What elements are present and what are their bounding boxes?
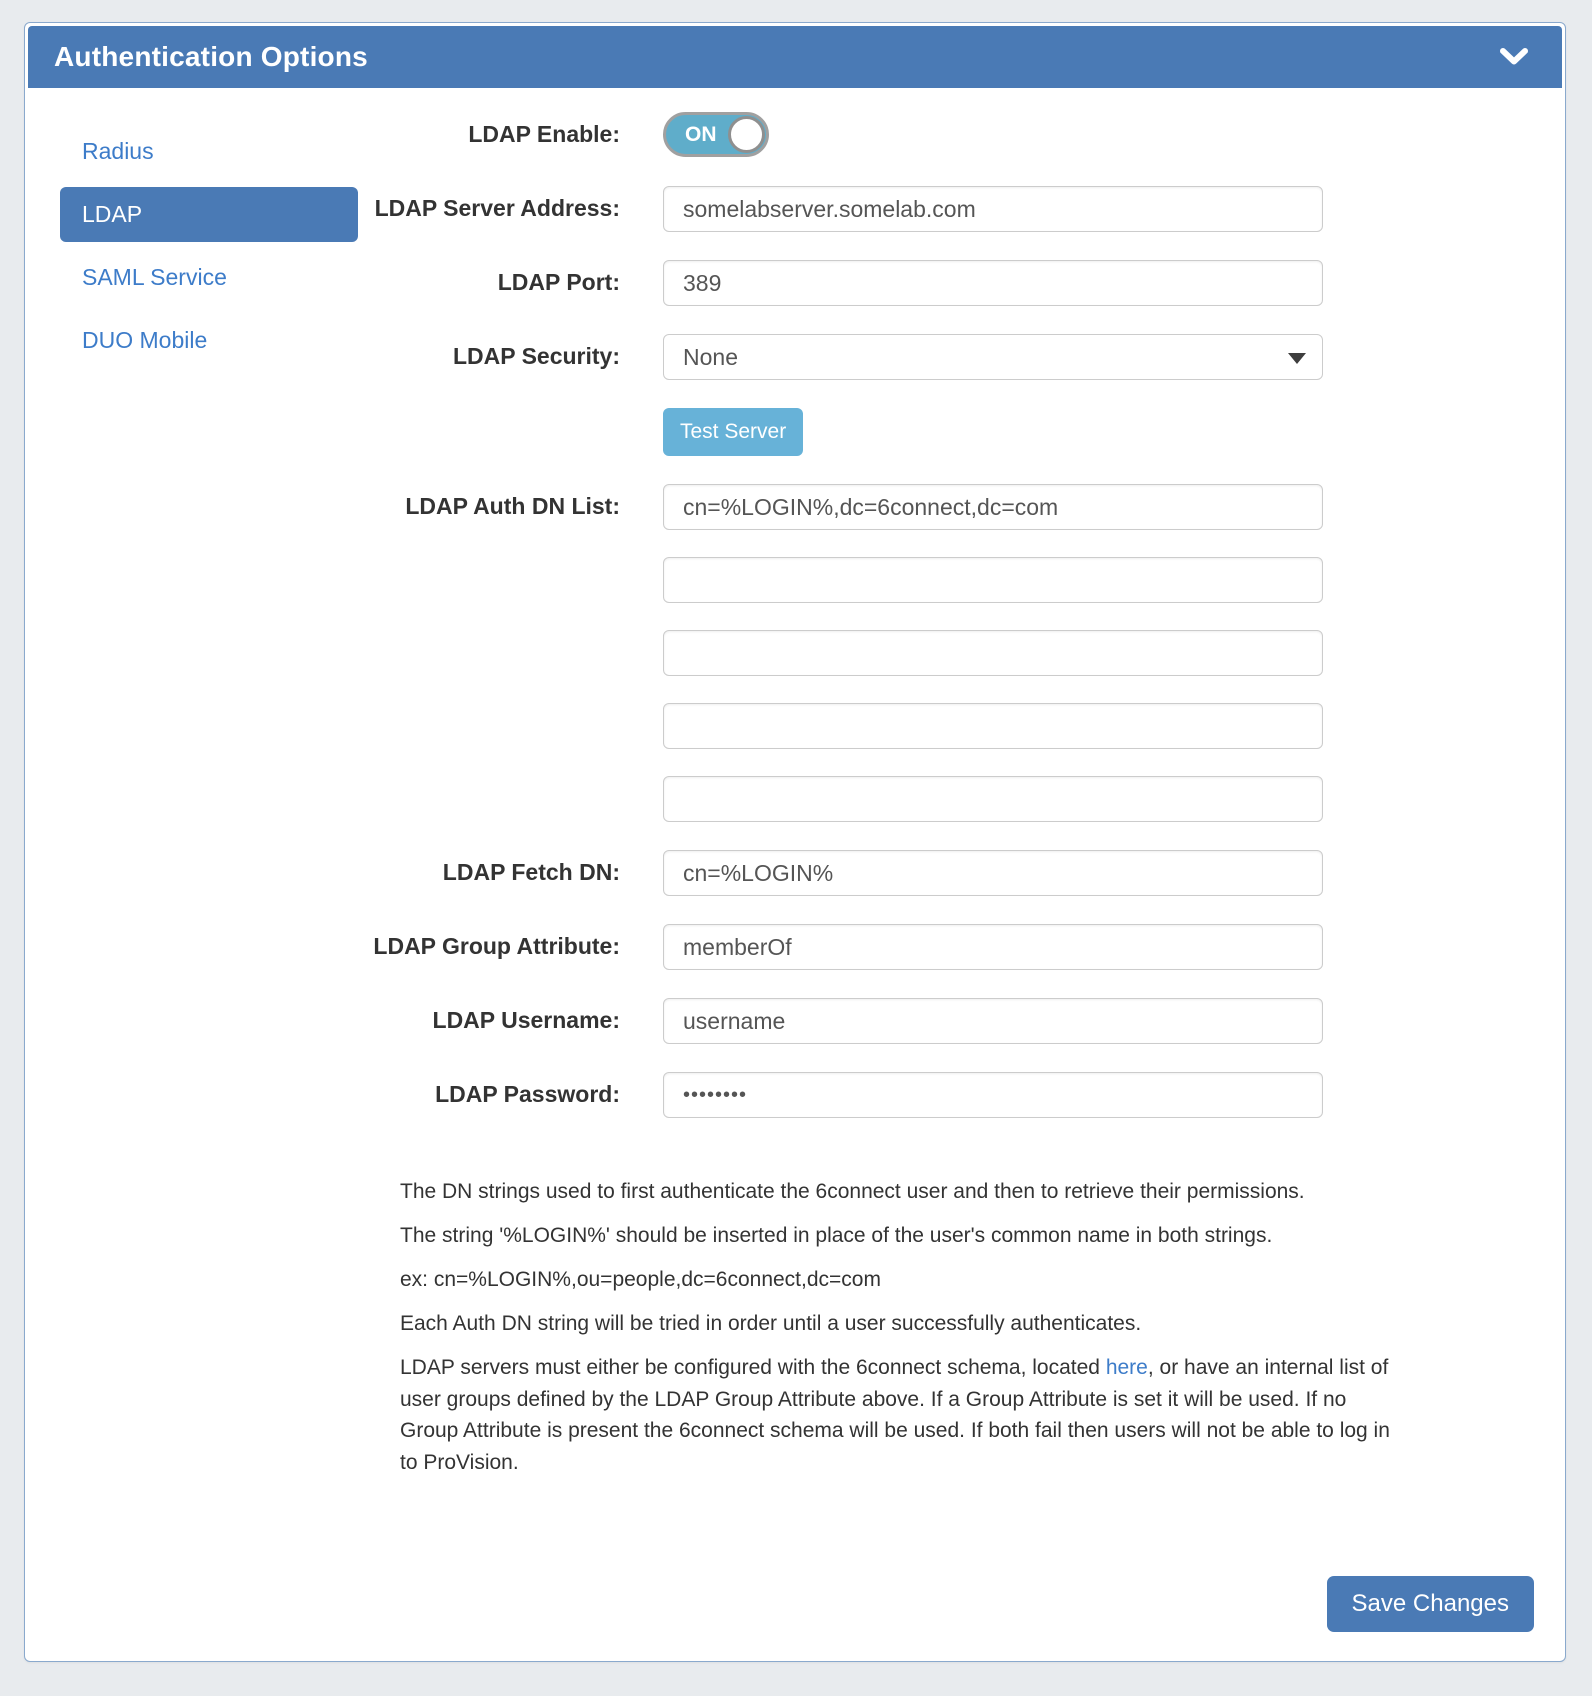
ldap-auth-dn-list-field — [663, 484, 1323, 822]
ldap-auth-dn-input-3[interactable] — [663, 630, 1323, 676]
ldap-port-row — [358, 260, 1534, 306]
ldap-form — [358, 112, 1534, 1632]
ldap-fetch-dn-row — [358, 850, 1534, 896]
ldap-server-address-row — [358, 186, 1534, 232]
ldap-enable-toggle[interactable] — [663, 112, 769, 157]
tab-ldap[interactable]: LDAP — [60, 187, 358, 242]
test-server-row — [358, 408, 1534, 456]
ldap-auth-dn-input-1[interactable] — [663, 484, 1323, 530]
test-server-field — [663, 408, 1323, 456]
ldap-password-label: LDAP Password: — [435, 1081, 620, 1108]
ldap-security-selected-value: None — [683, 344, 738, 370]
ldap-username-field — [663, 998, 1323, 1044]
ldap-username-label: LDAP Username: — [432, 1007, 620, 1034]
help-paragraph-5-after: , or have an internal list of user groups defined by the LDAP Group Attribute above. If a Group Attribute is set it will be used. If no Group Attribute is present the 6connect schema will be used. If both fail then users will not be able to log in to ProVision. — [400, 1355, 1390, 1475]
ldap-auth-dn-input-2[interactable] — [663, 557, 1323, 603]
toggle-knob — [728, 116, 765, 153]
ldap-enable-row — [358, 112, 1534, 158]
schema-here-link[interactable]: here — [1105, 1355, 1148, 1379]
panel-title: Authentication Options — [54, 41, 368, 72]
ldap-fetch-dn-label: LDAP Fetch DN: — [442, 859, 620, 886]
ldap-port-input[interactable] — [663, 260, 1323, 306]
ldap-auth-dn-list-label: LDAP Auth DN List: — [405, 493, 620, 520]
ldap-server-address-input[interactable] — [663, 186, 1323, 232]
ldap-group-attribute-input[interactable] — [663, 924, 1323, 970]
ldap-password-input[interactable] — [663, 1072, 1323, 1118]
ldap-help-text — [400, 1176, 1400, 1491]
auth-method-tabs — [60, 112, 358, 1632]
test-server-button[interactable]: Test Server — [663, 408, 803, 456]
chevron-down-icon[interactable] — [1492, 44, 1536, 70]
ldap-enable-field — [663, 112, 1323, 157]
ldap-group-attribute-row — [358, 924, 1534, 970]
ldap-auth-dn-input-5[interactable] — [663, 776, 1323, 822]
toggle-on-label: ON — [685, 122, 717, 146]
ldap-password-row — [358, 1072, 1534, 1118]
help-paragraph-5 — [400, 1352, 1400, 1480]
ldap-group-attribute-field — [663, 924, 1323, 970]
test-server-spacer — [358, 408, 620, 454]
ldap-security-select[interactable] — [663, 334, 1323, 380]
save-changes-button[interactable]: Save Changes — [1327, 1576, 1534, 1632]
help-paragraph-2: The string '%LOGIN%' should be inserted in place of the user's common name in both strings. — [400, 1223, 1273, 1247]
ldap-password-field — [663, 1072, 1323, 1118]
ldap-fetch-dn-input[interactable] — [663, 850, 1323, 896]
ldap-security-row — [358, 334, 1534, 380]
ldap-server-address-label: LDAP Server Address: — [374, 195, 620, 222]
ldap-security-label: LDAP Security: — [452, 343, 620, 370]
help-paragraph-1: The DN strings used to first authenticate the 6connect user and then to retrieve their permissions. — [400, 1180, 1305, 1203]
ldap-enable-label: LDAP Enable: — [468, 121, 620, 148]
ldap-server-address-field — [663, 186, 1323, 232]
dropdown-caret-icon — [1288, 353, 1306, 364]
help-paragraph-5-before: LDAP servers must either be configured with the 6connect schema, located — [400, 1355, 1106, 1379]
form-actions — [358, 1516, 1534, 1632]
ldap-username-row — [358, 998, 1534, 1044]
authentication-options-panel — [24, 22, 1566, 1662]
panel-header — [28, 26, 1562, 88]
tab-duo-mobile[interactable]: DUO Mobile — [82, 327, 208, 353]
tab-radius[interactable]: Radius — [82, 138, 154, 164]
ldap-auth-dn-list-row — [358, 484, 1534, 822]
ldap-port-field — [663, 260, 1323, 306]
ldap-group-attribute-label: LDAP Group Attribute: — [373, 933, 620, 960]
ldap-port-label: LDAP Port: — [497, 269, 620, 296]
help-paragraph-4: Each Auth DN string will be tried in order until a user successfully authenticates. — [400, 1311, 1142, 1335]
panel-body — [28, 88, 1562, 1658]
tab-saml-service[interactable]: SAML Service — [82, 264, 227, 290]
ldap-fetch-dn-field — [663, 850, 1323, 896]
ldap-security-field — [663, 334, 1323, 380]
ldap-username-input[interactable] — [663, 998, 1323, 1044]
help-paragraph-3: ex: cn=%LOGIN%,ou=people,dc=6connect,dc=com — [400, 1267, 881, 1291]
ldap-auth-dn-input-4[interactable] — [663, 703, 1323, 749]
